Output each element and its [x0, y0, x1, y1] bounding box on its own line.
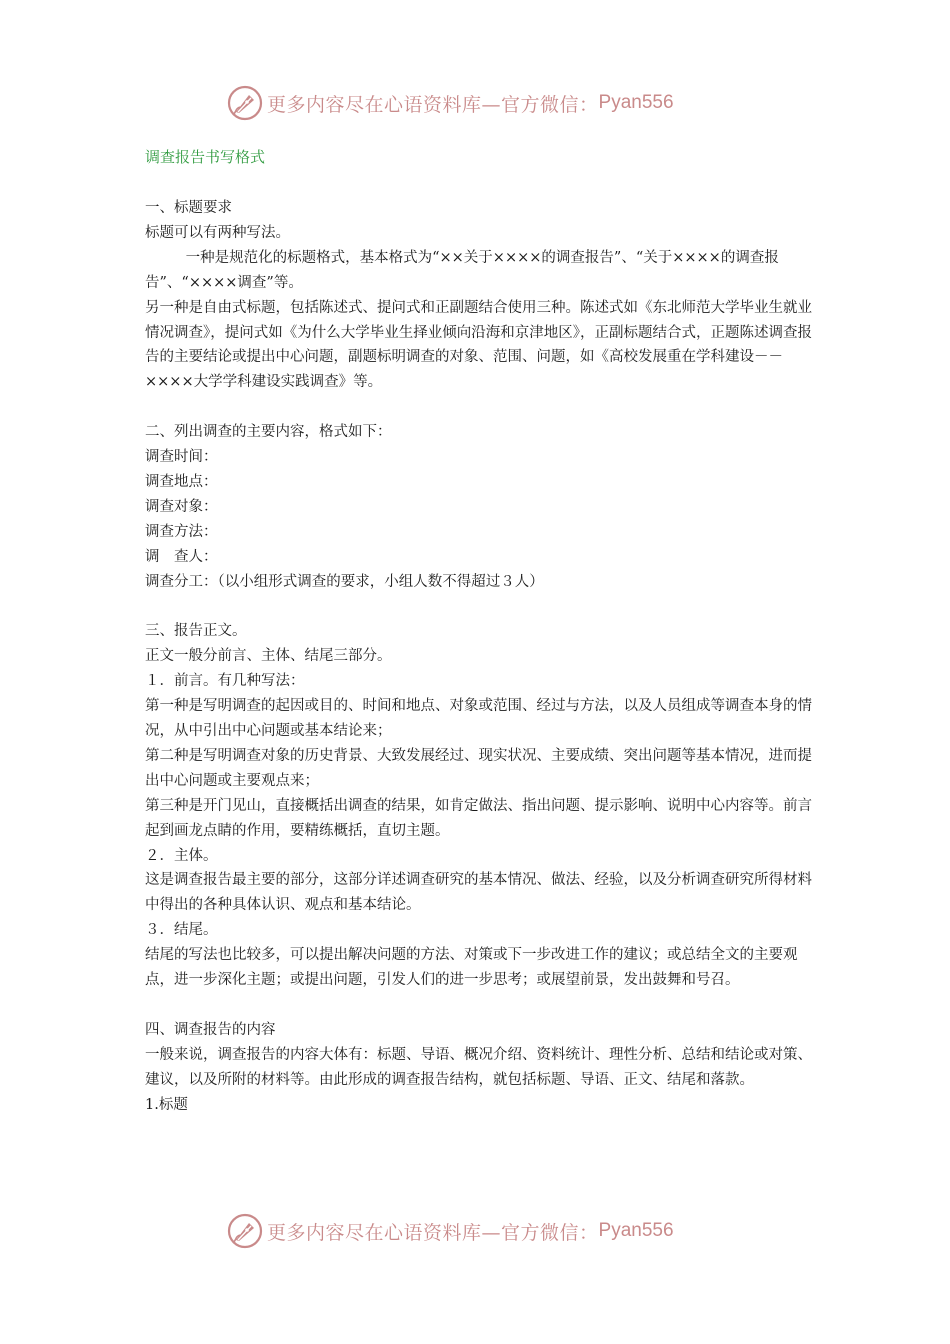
- section-2-item-method: 调查方法：: [145, 523, 218, 540]
- section-2-item-division: 调查分工：（以小组形式调查的要求，小组人数不得超过３人）: [145, 573, 544, 590]
- banner-text: 更多内容尽在心语资料库—官方微信：: [267, 93, 599, 116]
- section-1-paragraph-2: 另一种是自由式标题，包括陈述式、提问式和正副题结合使用三种。陈述式如《东北师范大学毕业生就业情况调查》，提问式如《为什么大学毕业生择业倾向沿海和京津地区》，正副标题结合式，正题陈述调查报告的主要结论或提出中心问题，副题标明调查的对象、范围、问题，如《高校发展重在学科建设－－××××大学学科建设实践调查》等。: [145, 299, 812, 391]
- header-banner[interactable]: [227, 83, 674, 123]
- section-3-sub-1-paragraph-3: 第三种是开门见山，直接概括出调查的结果，如肯定做法、指出问题、提示影响、说明中心内容等。前言起到画龙点睛的作用，要精练概括，直切主题。: [145, 797, 812, 839]
- section-4-paragraph-1: 一般来说，调查报告的内容大体有：标题、导语、概况介绍、资料统计、理性分析、总结和结论或对策、建议，以及所附的材料等。由此形成的调查报告结构，就包括标题、导语、正文、结尾和落款。: [145, 1046, 812, 1088]
- section-2-item-time: 调查时间：: [145, 449, 218, 466]
- section-2-item-investigator: 调 查人：: [145, 548, 218, 565]
- pen-nib-logo-icon: [227, 85, 263, 121]
- section-4-heading: 四、调查报告的内容: [145, 1021, 276, 1038]
- section-1-intro: 标题可以有两种写法。: [145, 224, 290, 241]
- banner-text: 更多内容尽在心语资料库—官方微信：: [267, 1221, 599, 1244]
- footer-banner[interactable]: [227, 1211, 674, 1251]
- section-3-sub-3: ３．结尾。: [145, 922, 218, 939]
- section-3-intro: 正文一般分前言、主体、结尾三部分。: [145, 648, 392, 665]
- section-2-heading: 二、列出调查的主要内容，格式如下：: [145, 424, 392, 441]
- section-3-sub-1-paragraph-1: 第一种是写明调查的起因或目的、时间和地点、对象或范围、经过与方法，以及人员组成等调查本身的情况，从中引出中心问题或基本结论来；: [145, 698, 812, 739]
- section-3-sub-2: ２．主体。: [145, 847, 218, 864]
- section-2-item-place: 调查地点：: [145, 473, 218, 490]
- document-body: [145, 196, 817, 1117]
- section-3-sub-2-paragraph-1: 这是调查报告最主要的部分，这部分详述调查研究的基本情况、做法、经验，以及分析调查研究所得材料中得出的各种具体认识、观点和基本结论。: [145, 872, 812, 914]
- section-3-sub-1: １．前言。有几种写法：: [145, 673, 305, 690]
- banner-wechat-id: Pyan556: [598, 1220, 674, 1241]
- section-3-sub-3-paragraph-1: 结尾的写法也比较多，可以提出解决问题的方法、对策或下一步改进工作的建议；或总结全文的主要观点，进一步深化主题；或提出问题，引发人们的进一步思考；或展望前景，发出鼓舞和号召。: [145, 947, 798, 989]
- document-title: 调查报告书写格式: [145, 148, 266, 166]
- section-3-heading: 三、报告正文。: [145, 623, 247, 640]
- section-2-item-subject: 调查对象：: [145, 498, 218, 515]
- section-3-sub-1-paragraph-2: 第二种是写明调查对象的历史背景、大致发展经过、现实状况、主要成绩、突出问题等基本情况，进而提出中心问题或主要观点来；: [145, 747, 812, 789]
- section-1-heading: 一、标题要求: [145, 200, 232, 216]
- banner-wechat-id: Pyan556: [598, 92, 674, 113]
- pen-nib-logo-icon: [227, 1213, 263, 1249]
- section-4-sub-1: 1.标题: [145, 1096, 188, 1113]
- section-1-paragraph-1: 一种是规范化的标题格式，基本格式为“××关于××××的调查报告”、“关于××××的调查报告”、“××××调查”等。: [145, 249, 779, 291]
